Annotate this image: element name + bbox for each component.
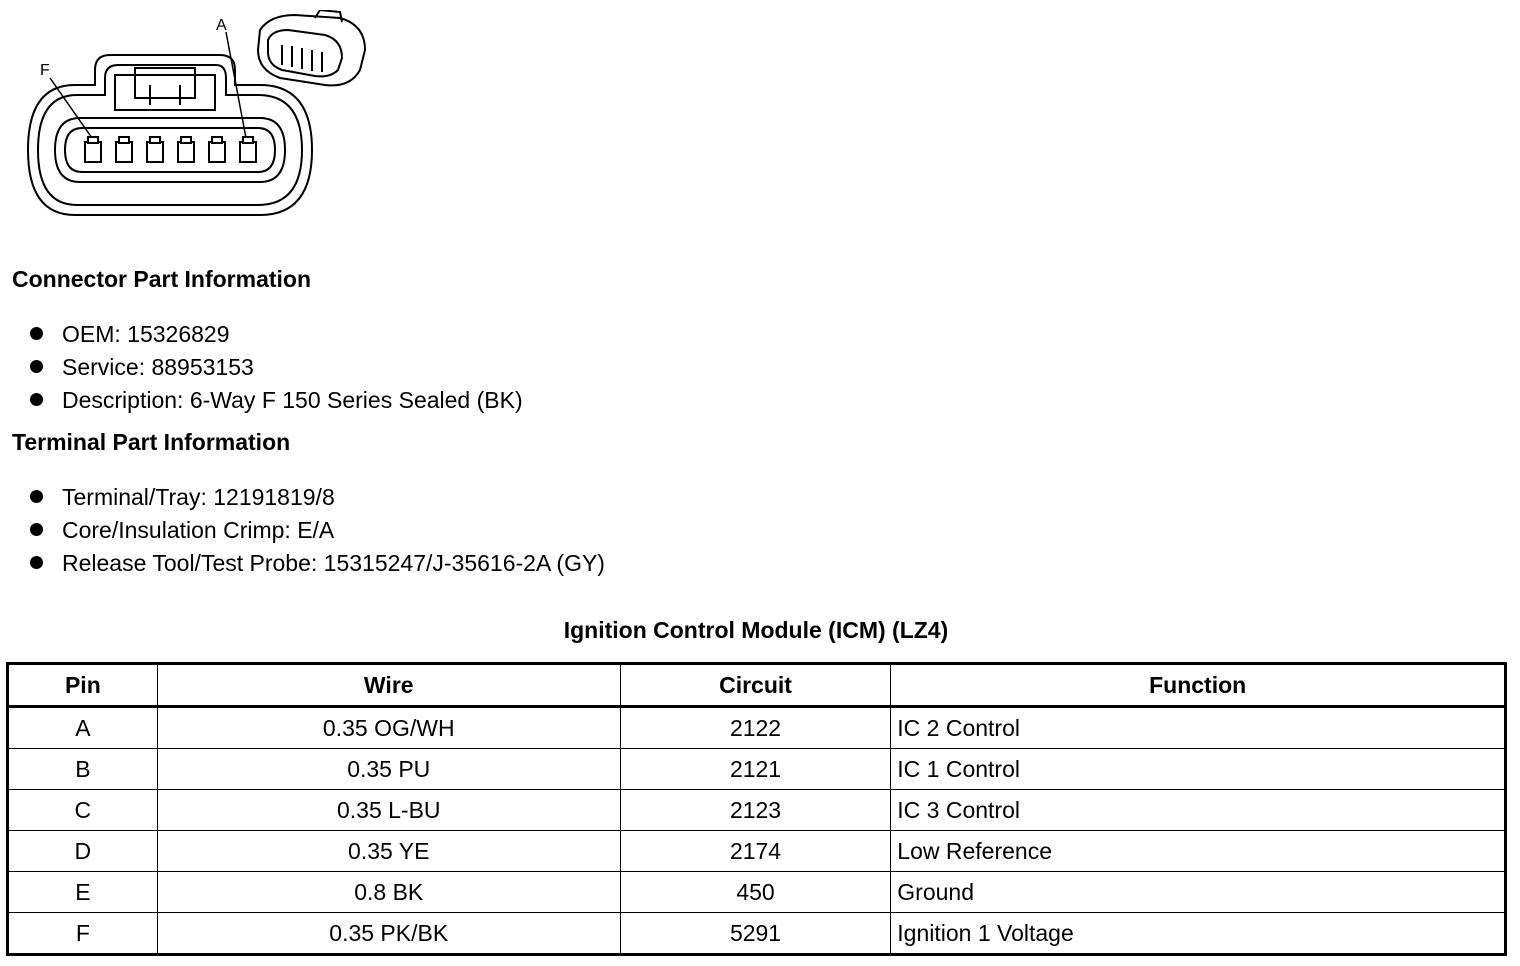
terminal-info-list <box>30 481 605 580</box>
header-pin: Pin <box>8 664 158 707</box>
list-item <box>30 318 523 351</box>
bullet-icon <box>30 523 43 536</box>
list-item <box>30 351 523 384</box>
cell-circuit: 2123 <box>620 790 891 831</box>
header-wire: Wire <box>157 664 620 707</box>
cell-circuit: 2122 <box>620 707 891 749</box>
connector-diagram <box>20 10 380 220</box>
bullet-icon <box>30 393 43 406</box>
pin-label-a: A <box>216 17 227 34</box>
table-row <box>8 872 1506 913</box>
bullet-icon <box>30 360 43 373</box>
cell-pin: E <box>8 872 158 913</box>
cell-function: Low Reference <box>891 831 1506 872</box>
cell-wire: 0.35 PU <box>157 749 620 790</box>
table-title: Ignition Control Module (ICM) (LZ4) <box>563 617 949 643</box>
cell-circuit: 450 <box>620 872 891 913</box>
cell-wire: 0.35 L-BU <box>157 790 620 831</box>
connector-section-title: Connector Part Information <box>12 266 312 292</box>
table-row <box>8 707 1506 749</box>
cell-function: Ignition 1 Voltage <box>891 913 1506 955</box>
terminal-section-title: Terminal Part Information <box>12 429 291 455</box>
table-row <box>8 790 1506 831</box>
cell-circuit: 2121 <box>620 749 891 790</box>
cell-pin: B <box>8 749 158 790</box>
table-row <box>8 831 1506 872</box>
header-circuit: Circuit <box>620 664 891 707</box>
bullet-icon <box>30 327 43 340</box>
bullet-icon <box>30 490 43 503</box>
pin-label-f: F <box>40 62 50 79</box>
bullet-icon <box>30 556 43 569</box>
terminal-release-tool: Release Tool/Test Probe: 15315247/J-35616-2A (GY) <box>62 550 605 576</box>
terminal-tray: Terminal/Tray: 12191819/8 <box>62 484 335 510</box>
cell-pin: C <box>8 790 158 831</box>
list-item <box>30 384 523 417</box>
connector-service: Service: 88953153 <box>62 354 254 380</box>
pinout-table <box>6 662 1507 956</box>
cell-wire: 0.35 OG/WH <box>157 707 620 749</box>
cell-function: Ground <box>891 872 1506 913</box>
table-row <box>8 749 1506 790</box>
cell-wire: 0.35 PK/BK <box>157 913 620 955</box>
cell-wire: 0.8 BK <box>157 872 620 913</box>
cell-pin: A <box>8 707 158 749</box>
cell-pin: F <box>8 913 158 955</box>
table-row <box>8 913 1506 955</box>
cell-pin: D <box>8 831 158 872</box>
connector-info-list <box>30 318 523 417</box>
list-item <box>30 547 605 580</box>
header-function: Function <box>891 664 1506 707</box>
list-item <box>30 514 605 547</box>
terminal-crimp: Core/Insulation Crimp: E/A <box>62 517 335 543</box>
connector-description: Description: 6-Way F 150 Series Sealed (BK) <box>62 387 523 413</box>
connector-oem: OEM: 15326829 <box>62 321 230 347</box>
list-item <box>30 481 605 514</box>
cell-function: IC 1 Control <box>891 749 1506 790</box>
cell-circuit: 5291 <box>620 913 891 955</box>
cell-function: IC 3 Control <box>891 790 1506 831</box>
cell-function: IC 2 Control <box>891 707 1506 749</box>
table-header-row <box>8 664 1506 707</box>
cell-circuit: 2174 <box>620 831 891 872</box>
cell-wire: 0.35 YE <box>157 831 620 872</box>
